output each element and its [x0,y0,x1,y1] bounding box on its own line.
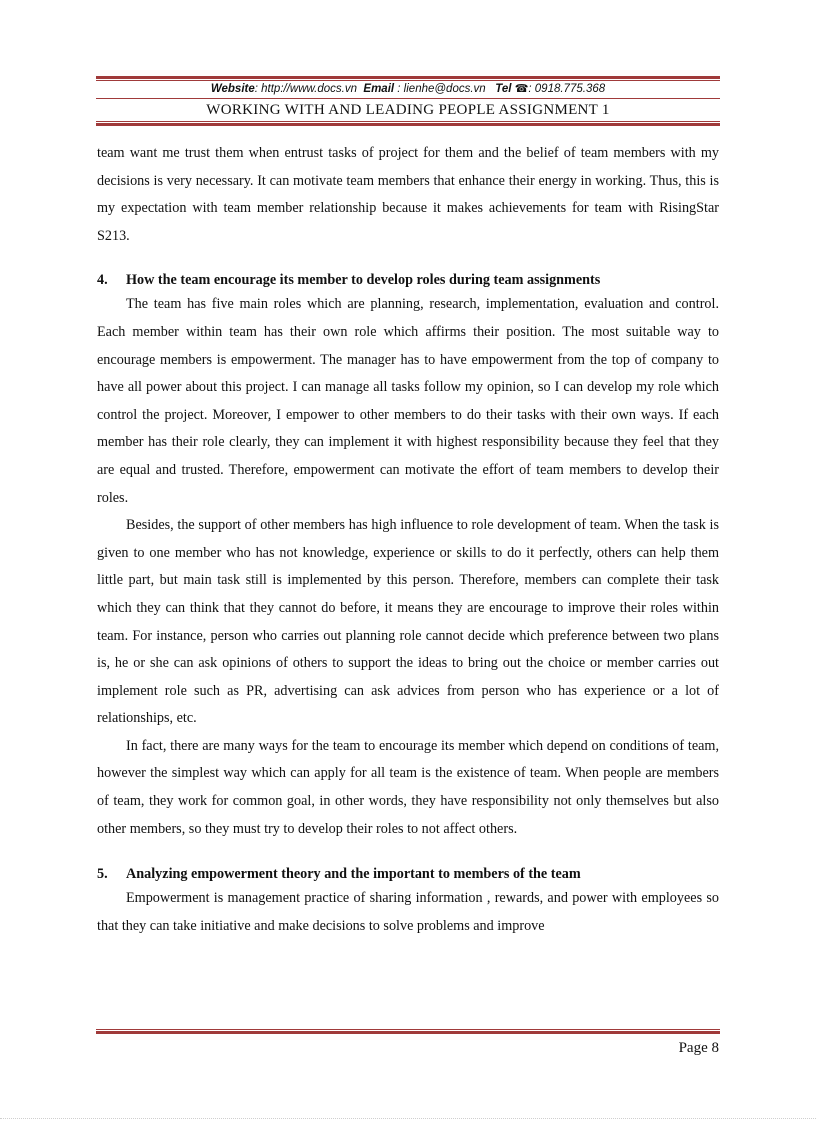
header-bottom-rule-thick [96,123,720,126]
footer-rule-thin [96,1029,720,1030]
website-value: : http://www.docs.vn [254,83,358,95]
tel-value: : 0918.775.368 [528,83,606,95]
document-body [97,140,719,940]
section-5-heading [97,864,719,884]
section-4-heading [97,270,719,290]
section-5-paragraph-1: Empowerment is management practice of sharing information , rewards, and power with employees so that they can take initiative and make decisions to solve problems and improve [97,890,719,934]
section-4-title: How the team encourage its member to develop roles during team assignments [126,272,601,289]
footer-rule-thick [96,1031,720,1034]
website-label: Website [210,83,255,95]
header-bottom-rule-thin [96,121,720,122]
section-5-number: 5. [97,866,108,883]
section-4-paragraph-3: In fact, there are many ways for the team to encourage its member which depend on conditions of team, however the simplest way which can apply for all team is the existence of team. When people are members of team, they work for common goal, in other words, they have responsibility not only themselves but also other members, so they must try to develop their roles to not affect others. [97,737,719,837]
section-4-number: 4. [97,272,108,289]
header-contact-line [96,81,720,97]
section-4-paragraph-1: The team has five main roles which are planning, research, implementation, evaluation and control. Each member within team has their own role which affirms their position. The most suitable way to encourage members is empowerment. The manager has to have empowerment from the top of company to have all power about this project. I can manage all tasks follow my opinion, so I can develop my role which control the project. Moreover, I empower to other members to do their tasks with their own ways. If each member has their role clearly, they can implement it with highest responsibility because they feel that they are equal and trusted. Therefore, empowerment can motivate the effort of team members to develop their roles. [97,296,719,506]
email-label: Email [363,83,395,95]
section-5-title: Analyzing empowerment theory and the important to members of the team [126,866,581,883]
tel-label: Tel [495,83,512,95]
header-title: WORKING WITH AND LEADING PEOPLE ASSIGNMENT 1 [206,102,610,118]
email-value: : lienhe@docs.vn [397,83,486,95]
section-4-paragraph-2: Besides, the support of other members has high influence to role development of team. When the task is given to one member who has not knowledge, experience or skills to do it perfectly, others can help them little part, but main task still is implemented by this person. Therefore, members can complete their task which they can think that they cannot do before, it means they are encourage to improve their roles within team. For instance, person who carries out planning role cannot decide which preference between two plans is, he or she can ask opinions of others to support the ideas to bring out the choice or member carries out implement role such as PR, advertising can ask advices from person who has experience or a lot of relationships, etc. [97,517,719,727]
header-middle-rule [96,98,720,99]
phone-icon: ☎ [514,83,529,95]
page-number: Page 8 [678,1040,719,1056]
intro-paragraph: team want me trust them when entrust tasks of project for them and the belief of team members with my decisions is very necessary. It can motivate team members that enhance their energy in working. Thus, this is my expectation with team member relationship because it makes achievements for team with RisingStar S213. [97,145,719,244]
page-bottom-dotted-edge [0,1118,816,1119]
header-top-rule-thick [96,76,720,79]
